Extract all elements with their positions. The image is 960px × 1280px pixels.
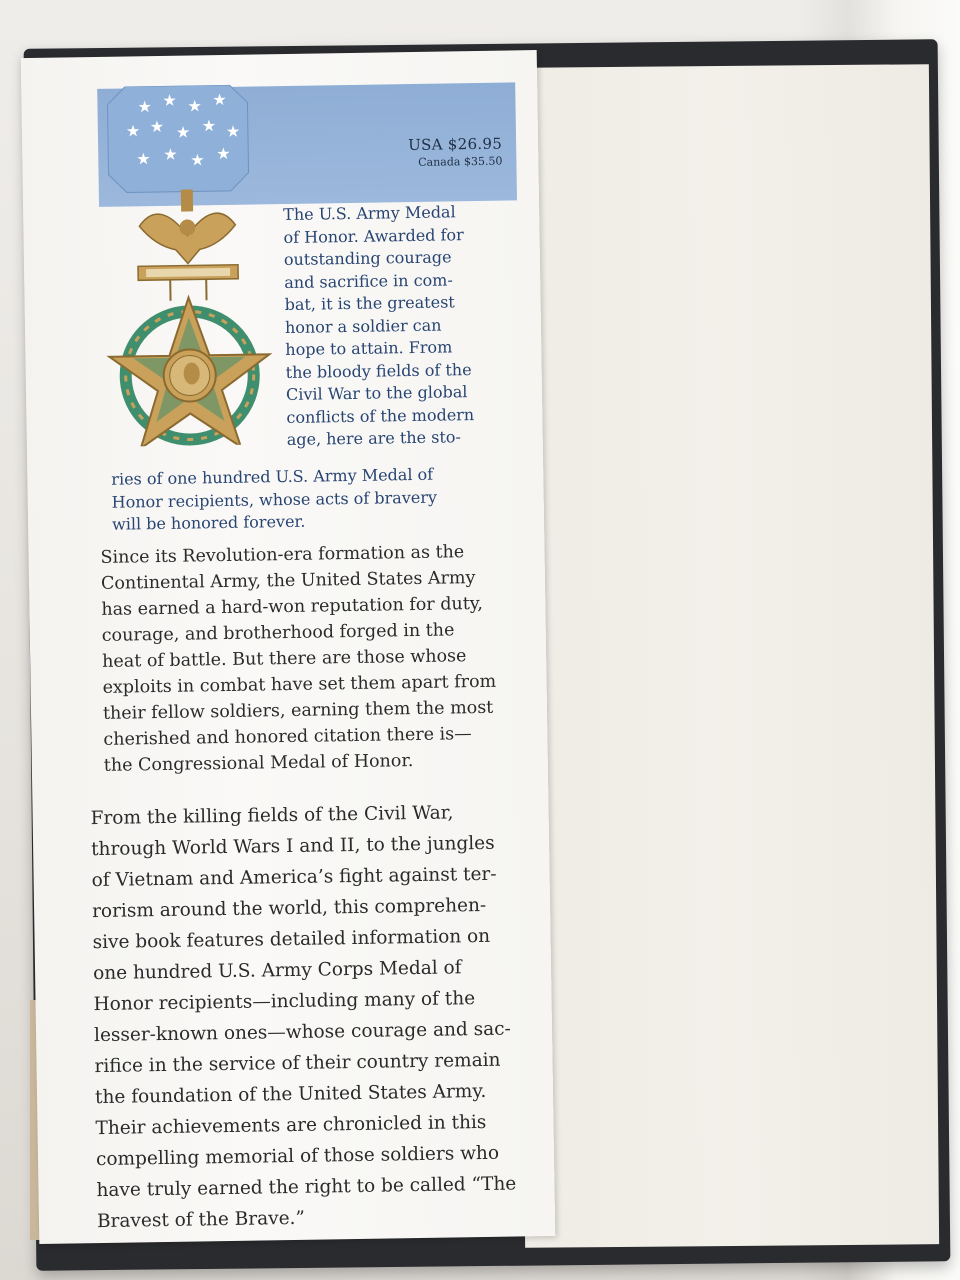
paragraph-3 xyxy=(90,796,537,1237)
medal-of-honor-illustration xyxy=(97,84,278,447)
intro-line: the bloody fields of the xyxy=(285,359,472,382)
paragraph-line: their fellow soldiers, earning them the most xyxy=(102,697,494,724)
paragraph-2 xyxy=(100,538,518,778)
svg-text:★: ★ xyxy=(162,90,177,110)
intro-line: age, here are the sto- xyxy=(286,427,461,449)
eagle-icon xyxy=(137,189,238,281)
paragraph-line: heat of battle. But there are those whose xyxy=(102,646,467,672)
intro-line: outstanding courage xyxy=(283,247,452,270)
paragraph-line: rifice in the service of their country remain xyxy=(94,1049,501,1078)
paragraph-line: Bravest of the Brave.” xyxy=(96,1207,306,1233)
paragraph-line: exploits in combat have set them apart from xyxy=(102,671,497,698)
intro-line: of Honor. Awarded for xyxy=(283,224,464,247)
paragraph-line: Honor recipients—including many of the xyxy=(93,988,476,1016)
intro-line: conflicts of the modern xyxy=(286,404,475,427)
intro-line: bat, it is the greatest xyxy=(284,292,455,315)
svg-text:★: ★ xyxy=(175,122,191,142)
svg-text:★: ★ xyxy=(225,121,241,141)
svg-text:★: ★ xyxy=(125,121,141,141)
svg-text:★: ★ xyxy=(212,89,227,110)
svg-text:★: ★ xyxy=(201,116,217,136)
svg-text:★: ★ xyxy=(187,96,202,116)
paragraph-line: compelling memorial of those soldiers who xyxy=(95,1142,500,1171)
ribbon-icon xyxy=(107,85,249,193)
intro-line: The U.S. Army Medal xyxy=(283,202,456,225)
jacket-flap xyxy=(21,50,556,1244)
intro-line: honor a soldier can xyxy=(284,315,442,337)
intro-line: will be honored forever. xyxy=(111,511,306,534)
paragraph-line: cherished and honored citation there is— xyxy=(103,724,472,750)
paragraph-line: have truly earned the right to be called “The xyxy=(96,1173,517,1202)
svg-text:★: ★ xyxy=(137,97,152,117)
paragraph-line: courage, and brotherhood forged in the xyxy=(101,620,455,646)
intro-line: ries of one hundred U.S. Army Medal of xyxy=(111,464,434,489)
intro-text-continued xyxy=(111,462,512,536)
svg-text:★: ★ xyxy=(136,149,151,169)
paragraph-line: the foundation of the United States Army. xyxy=(94,1080,487,1109)
price-canada: Canada $35.50 xyxy=(418,154,503,169)
svg-text:★: ★ xyxy=(149,116,165,137)
svg-text:★: ★ xyxy=(163,144,178,164)
paragraph-line: of Vietnam and America’s fight against ter- xyxy=(91,863,497,892)
svg-text:★: ★ xyxy=(190,150,205,170)
intro-line: and sacrifice in com- xyxy=(284,269,453,292)
paragraph-line: through World Wars I and II, to the jungles xyxy=(90,832,495,861)
svg-text:★: ★ xyxy=(216,143,231,164)
intro-text xyxy=(283,201,509,452)
paragraph-line: one hundred U.S. Army Corps Medal of xyxy=(92,957,462,985)
star-medal-icon xyxy=(108,278,271,447)
intro-line: Civil War to the global xyxy=(285,382,468,404)
paragraph-line: rorism around the world, this comprehen- xyxy=(91,894,487,923)
paragraph-line: has earned a hard-won reputation for duty, xyxy=(101,593,484,620)
intro-line: Honor recipients, whose acts of bravery xyxy=(111,487,438,512)
paragraph-line: sive book features detailed information on xyxy=(92,925,491,954)
paragraph-line: Since its Revolution-era formation as the xyxy=(100,542,465,568)
endpaper xyxy=(515,64,939,1248)
paragraph-line: Continental Army, the United States Army xyxy=(100,568,476,594)
paragraph-line: lesser-known ones—whose courage and sac- xyxy=(93,1018,511,1047)
price-usa: USA $26.95 xyxy=(407,134,503,155)
paragraph-line: the Congressional Medal of Honor. xyxy=(103,751,414,776)
paragraph-line: Their achievements are chronicled in this xyxy=(95,1111,487,1140)
intro-line: hope to attain. From xyxy=(285,337,453,360)
paragraph-line: From the killing fields of the Civil War, xyxy=(90,802,454,830)
